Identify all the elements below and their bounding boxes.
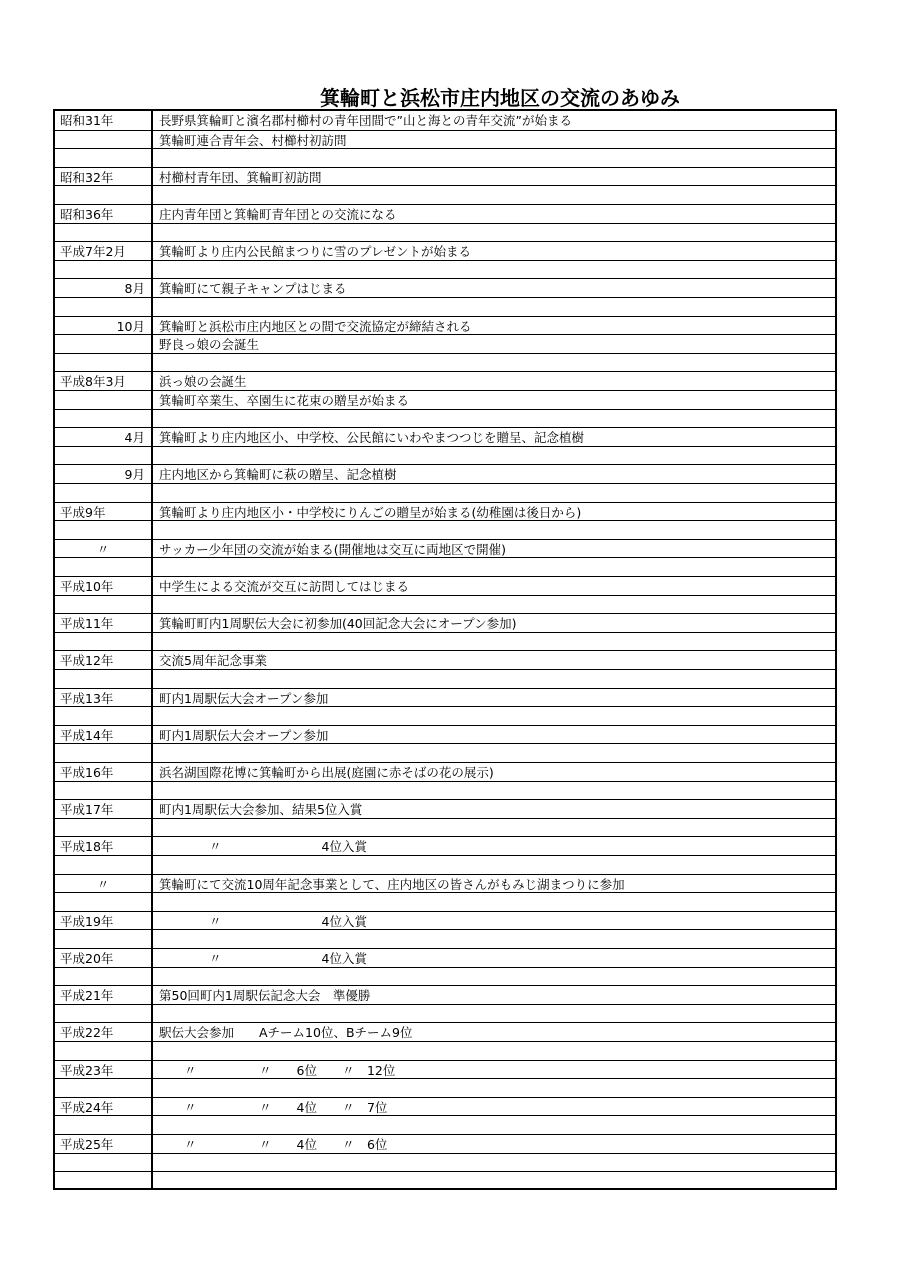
table-row [55, 669, 835, 688]
row-event [159, 558, 833, 576]
row-date [60, 633, 146, 651]
table-row [55, 204, 835, 223]
table-row [55, 781, 835, 800]
row-date: 平成13年 [60, 690, 114, 706]
row-event: サッカー少年団の交流が始まる(開催地は交互に両地区で開催) [159, 541, 507, 557]
row-event: 村櫛村青年団、箕輪町初訪問 [159, 169, 322, 185]
row-date: 平成24年 [60, 1099, 114, 1115]
row-event [159, 633, 833, 651]
row-event [159, 354, 833, 372]
row-event: 箕輪町連合青年会、村櫛村初訪問 [159, 132, 347, 148]
row-date [60, 1079, 146, 1097]
table-row [55, 1078, 835, 1097]
row-date: 〃 [96, 541, 110, 557]
row-event: 箕輪町より庄内公民館まつりに雪のプレゼントが始まる [159, 244, 472, 260]
row-date [60, 930, 146, 948]
row-event [159, 261, 833, 279]
row-date [60, 819, 146, 837]
table-row [55, 539, 835, 558]
row-event [159, 707, 833, 725]
row-date: 平成18年 [60, 839, 114, 855]
row-date [60, 893, 146, 911]
row-event [159, 1116, 833, 1134]
row-date: 平成20年 [60, 951, 114, 966]
row-event: 野良っ娘の会誕生 [159, 337, 260, 353]
row-date [60, 521, 146, 539]
table-row [55, 483, 835, 502]
row-date: 昭和31年 [60, 113, 114, 128]
row-event [159, 521, 833, 539]
table-row [55, 241, 835, 260]
row-event: 〃 〃 4位 〃 7位 [159, 1099, 388, 1115]
row-date [60, 261, 146, 279]
table-row [55, 762, 835, 781]
row-event: 駅伝大会参加 Aチーム10位、Bチーム9位 [159, 1025, 413, 1041]
row-date [60, 707, 146, 725]
table-row [55, 1041, 835, 1060]
row-date: 平成23年 [60, 1062, 114, 1078]
row-event: 〃 4位入賞 [159, 913, 367, 929]
row-date [60, 149, 146, 167]
row-event [159, 1172, 833, 1190]
table-row [55, 502, 835, 521]
row-event: 交流5周年記念事業 [159, 653, 267, 669]
row-event: 庄内地区から箕輪町に萩の贈呈、記念植樹 [159, 467, 397, 483]
row-date: 昭和32年 [60, 169, 114, 185]
table-row [55, 446, 835, 465]
row-event: 〃 〃 4位 〃 6位 [159, 1137, 388, 1152]
row-date [60, 1116, 146, 1134]
row-date [60, 335, 146, 353]
row-event [159, 782, 833, 800]
row-date: 10月 [116, 318, 145, 334]
row-date [60, 558, 146, 576]
row-event [159, 930, 833, 948]
row-date [60, 391, 146, 409]
row-event: 浜名湖国際花博に箕輪町から出展(庭園に赤そばの花の展示) [159, 765, 494, 780]
row-event: 〃 〃 6位 〃 12位 [159, 1062, 396, 1078]
table-row [55, 985, 835, 1004]
row-event: 〃 4位入賞 [159, 951, 367, 966]
table-row [55, 688, 835, 707]
row-date: 4月 [124, 430, 145, 446]
table-row [55, 595, 835, 614]
row-event [159, 186, 833, 204]
table-row [55, 464, 835, 483]
table-row [55, 632, 835, 651]
table-row [55, 223, 835, 242]
table-row [55, 799, 835, 818]
row-date [60, 968, 146, 986]
row-date [60, 354, 146, 372]
row-date [60, 224, 146, 242]
row-event: 箕輪町にて交流10周年記念事業として、庄内地区の皆さんがもみじ湖まつりに参加 [159, 876, 625, 892]
row-event [159, 1154, 833, 1172]
row-date: 平成14年 [60, 727, 114, 743]
table-row [55, 1171, 835, 1190]
table-row [55, 1060, 835, 1079]
row-date [60, 1042, 146, 1060]
table-row [55, 520, 835, 539]
row-event [159, 744, 833, 762]
row-date: 昭和36年 [60, 207, 114, 222]
row-event [159, 670, 833, 688]
table-row [55, 892, 835, 911]
row-event [159, 1005, 833, 1023]
row-date: 〃 [96, 876, 110, 892]
row-event [159, 596, 833, 614]
table-row [55, 111, 835, 130]
row-date [60, 484, 146, 502]
table-row [55, 130, 835, 149]
row-event: 箕輪町にて親子キャンプはじまる [159, 281, 347, 297]
row-date: 平成10年 [60, 579, 114, 594]
row-event [159, 1079, 833, 1097]
row-date [60, 670, 146, 688]
row-date [60, 856, 146, 874]
table-row [55, 613, 835, 632]
table-row [55, 1022, 835, 1041]
row-date: 平成25年 [60, 1137, 114, 1152]
table-row [55, 929, 835, 948]
row-date: 8月 [124, 281, 145, 297]
row-event: 町内1周駅伝大会オープン参加 [159, 727, 329, 743]
row-date: 平成19年 [60, 913, 114, 929]
table-row [55, 148, 835, 167]
row-event [159, 968, 833, 986]
table-row [55, 1115, 835, 1134]
row-date [60, 1172, 146, 1190]
table-row [55, 743, 835, 762]
row-date: 平成21年 [60, 988, 114, 1004]
table-row [55, 427, 835, 446]
row-date [60, 410, 146, 428]
row-date [60, 1154, 146, 1172]
row-date [60, 1005, 146, 1023]
table-row [55, 316, 835, 335]
table-row [55, 260, 835, 279]
table-row [55, 948, 835, 967]
row-event [159, 224, 833, 242]
table-row [55, 557, 835, 576]
table-row [55, 911, 835, 930]
row-date: 平成16年 [60, 765, 114, 780]
table-row [55, 167, 835, 186]
table-row [55, 836, 835, 855]
row-event: 箕輪町卒業生、卒園生に花束の贈呈が始まる [159, 393, 410, 408]
row-date [60, 186, 146, 204]
table-row [55, 818, 835, 837]
row-event [159, 819, 833, 837]
row-event: 中学生による交流が交互に訪問してはじまる [159, 579, 410, 594]
table-row [55, 1134, 835, 1153]
history-table [53, 109, 837, 1190]
row-event: 箕輪町より庄内地区小・中学校にりんごの贈呈が始まる(幼稚園は後日から) [159, 504, 582, 520]
row-event: 第50回町内1周駅伝記念大会 準優勝 [159, 988, 371, 1004]
row-event: 箕輪町と浜松市庄内地区との間で交流協定が締結される [159, 318, 472, 334]
row-date: 平成8年3月 [60, 374, 126, 390]
row-event [159, 1042, 833, 1060]
row-event [159, 484, 833, 502]
row-date: 平成17年 [60, 802, 114, 818]
row-date [60, 782, 146, 800]
row-date: 9月 [124, 467, 145, 483]
row-event: 長野県箕輪町と濱名郡村櫛村の青年団間で”山と海との青年交流”が始まる [159, 113, 572, 128]
table-row [55, 874, 835, 893]
row-date [60, 131, 146, 149]
page-title: 箕輪町と浜松市庄内地区の交流のあゆみ [320, 86, 680, 110]
table-row [55, 1097, 835, 1116]
row-event: 町内1周駅伝大会オープン参加 [159, 690, 329, 706]
table-row [55, 706, 835, 725]
row-date [60, 596, 146, 614]
row-event: 〃 4位入賞 [159, 839, 367, 855]
table-row [55, 409, 835, 428]
row-date [60, 744, 146, 762]
table-row [55, 1004, 835, 1023]
table-row [55, 725, 835, 744]
row-date: 平成9年 [60, 504, 106, 520]
table-row [55, 334, 835, 353]
row-date [60, 447, 146, 465]
row-event [159, 893, 833, 911]
row-event [159, 447, 833, 465]
table-row [55, 390, 835, 409]
row-date: 平成22年 [60, 1025, 114, 1041]
row-date: 平成11年 [60, 616, 114, 632]
row-event [159, 149, 833, 167]
row-event: 町内1周駅伝大会参加、結果5位入賞 [159, 802, 363, 818]
row-date [60, 298, 146, 316]
table-row [55, 1153, 835, 1172]
table-row [55, 353, 835, 372]
row-event: 箕輪町より庄内地区小、中学校、公民館にいわやまつつじを贈呈、記念植樹 [159, 430, 585, 446]
row-event: 庄内青年団と箕輪町青年団との交流になる [159, 207, 397, 222]
table-row [55, 371, 835, 390]
table-row [55, 855, 835, 874]
table-row [55, 297, 835, 316]
row-event [159, 410, 833, 428]
table-row [55, 278, 835, 297]
row-date: 平成7年2月 [60, 244, 126, 260]
table-row [55, 967, 835, 986]
row-date: 平成12年 [60, 653, 114, 669]
table-row [55, 650, 835, 669]
table-row [55, 185, 835, 204]
row-event [159, 298, 833, 316]
table-row [55, 576, 835, 595]
row-event: 箕輪町町内1周駅伝大会に初参加(40回記念大会にオープン参加) [159, 616, 517, 632]
row-event: 浜っ娘の会誕生 [159, 374, 247, 390]
row-event [159, 856, 833, 874]
